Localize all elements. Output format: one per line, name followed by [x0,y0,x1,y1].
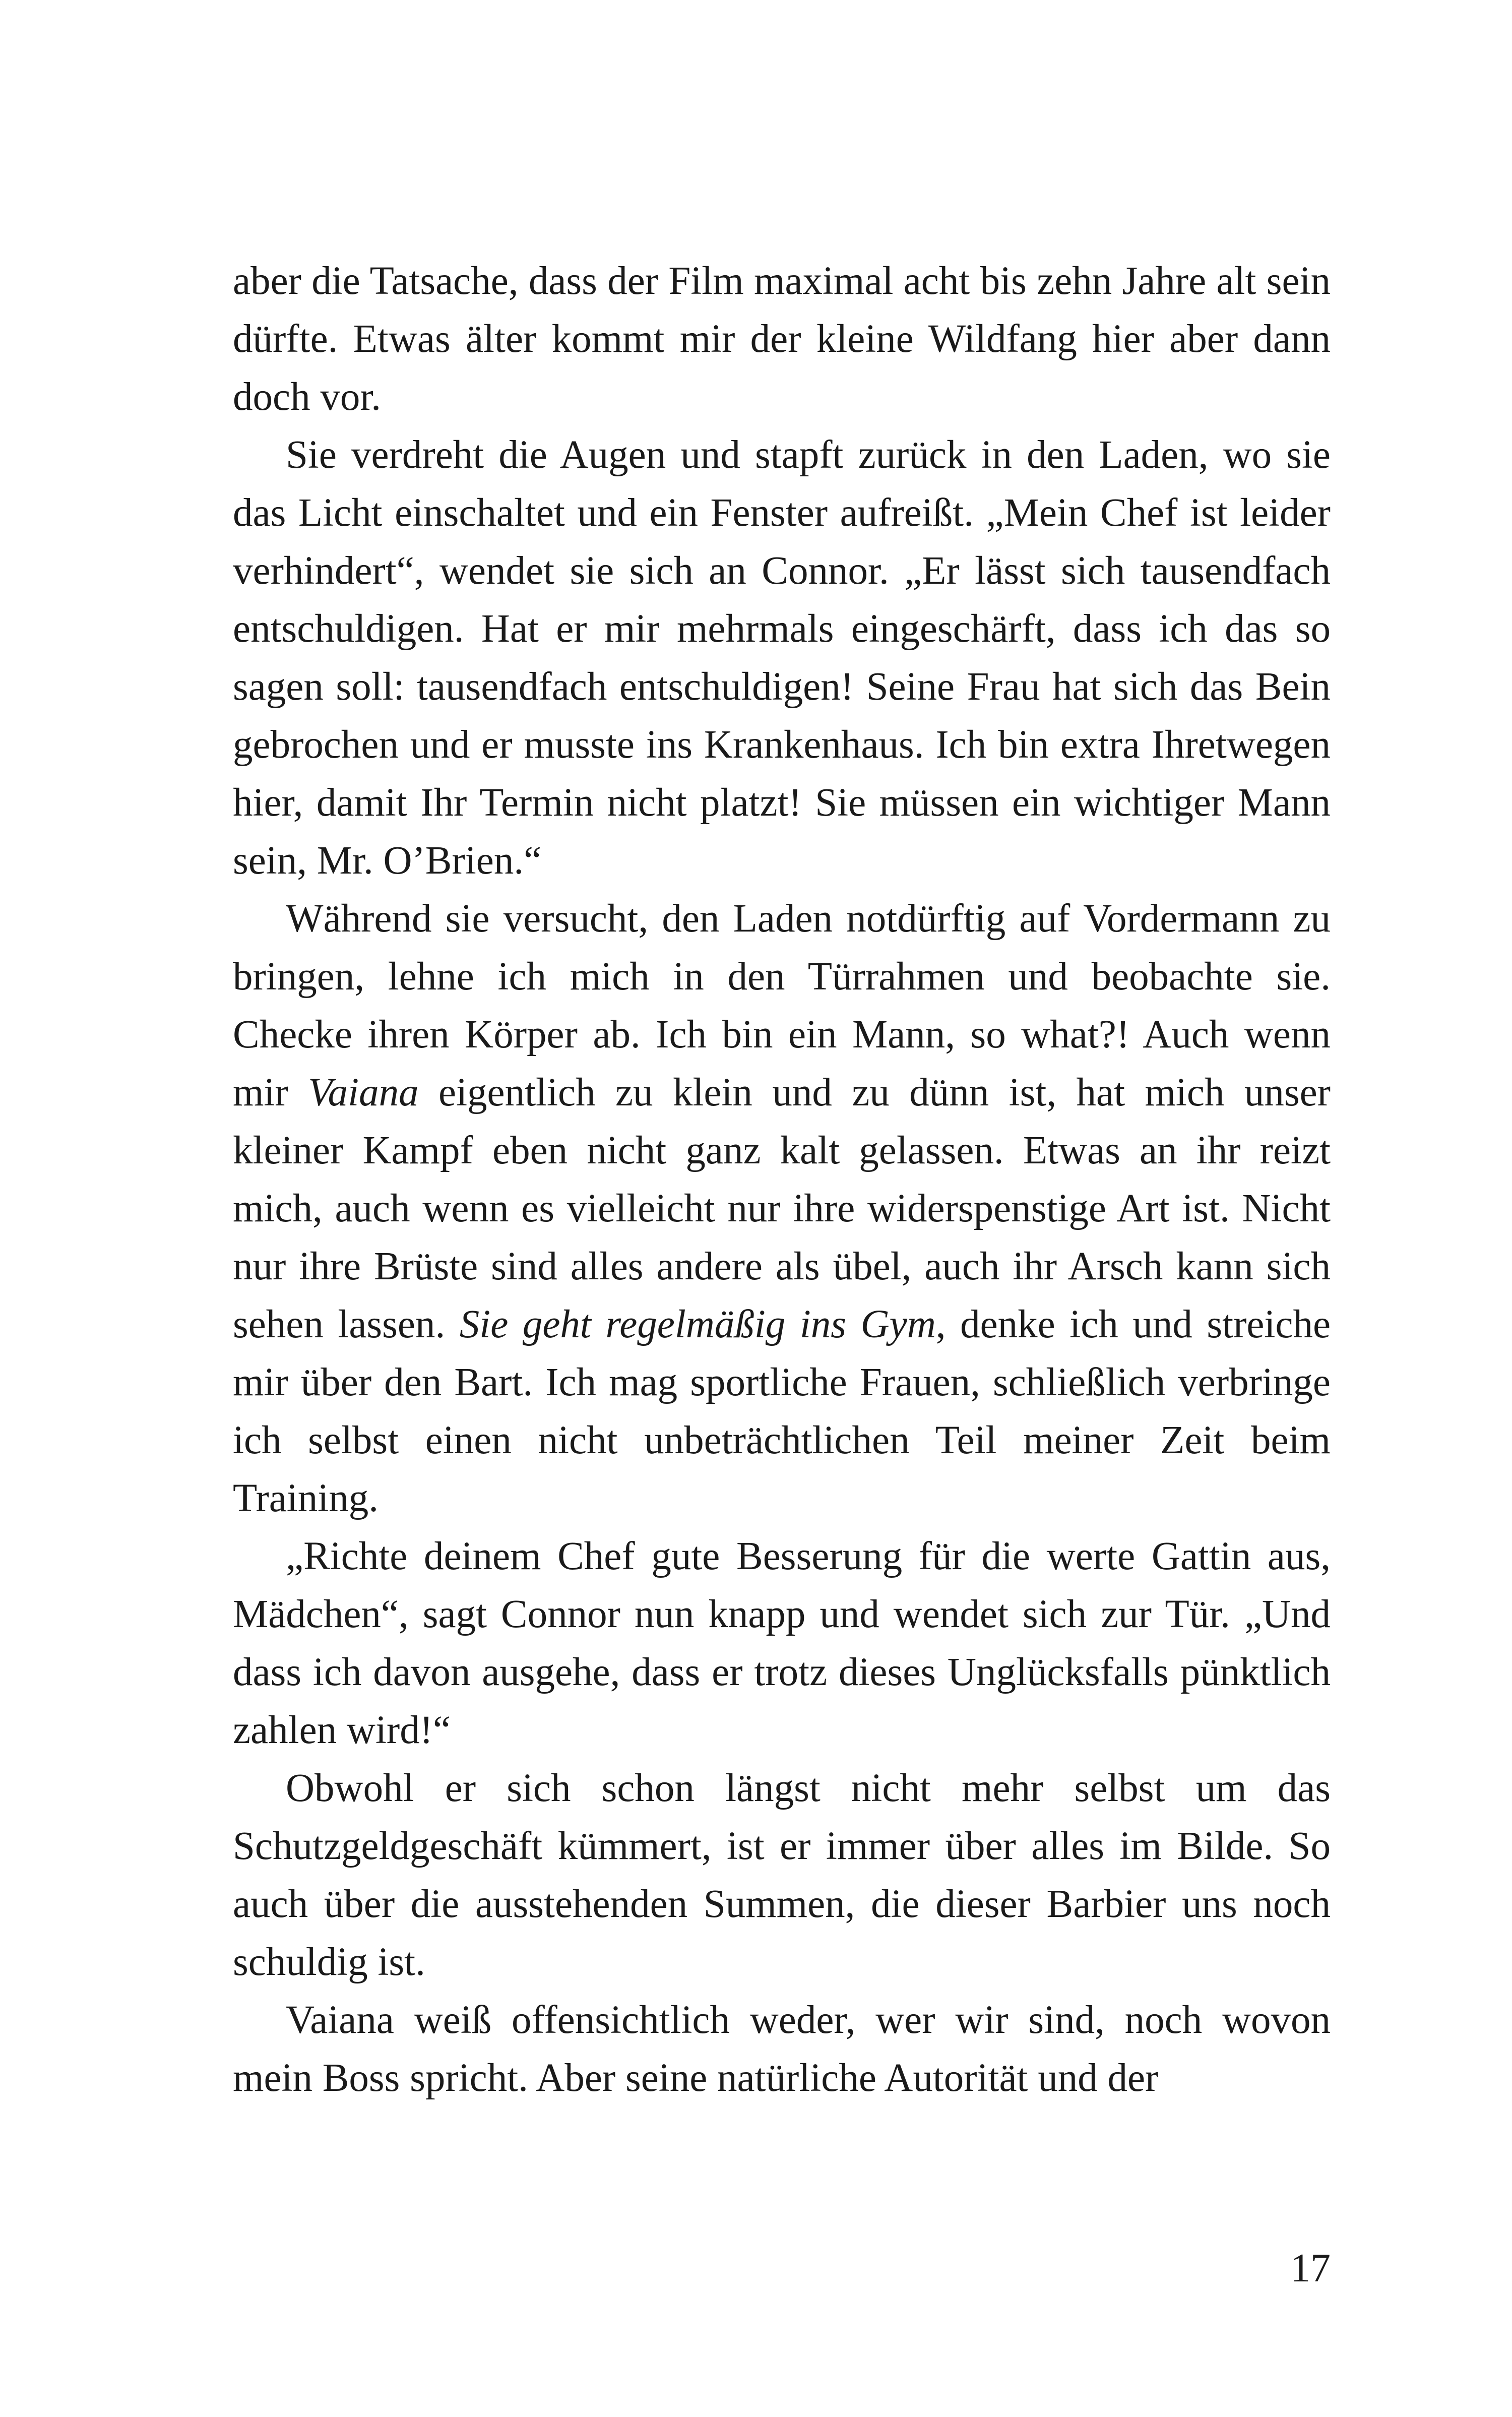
text-run: aber die Tatsache, dass der Film maximal acht bis zehn Jahre alt sein dürfte. Etwas älter kommt mir der kleine Wildfang hier aber dann doch vor. [233,259,1331,419]
text-run: Während sie versucht, den Laden notdürftig auf Vordermann zu bringen, lehne ich mich in den Türrahmen und beobachte sie. Checke ihren Körper ab. Ich bin ein Mann, so what?! Auch wenn mir [233,897,1331,1114]
text-run: Sie verdreht die Augen und stapft zurück in den Laden, wo sie das Licht einschaltet und ein Fenster aufreißt. „Mein Chef ist leider verhindert“, wendet sie sich an Connor. „Er lässt sich tausendfach entschuldigen. Hat er mir mehrmals eingeschärft, dass ich das so sagen soll: tausendfach entschuldigen! Seine Frau hat sich das Bein gebrochen und er musste ins Krankenhaus. Ich bin extra Ihretwegen hier, damit Ihr Termin nicht platzt! Sie müssen ein wichtiger Mann sein, Mr. O’Brien.“ [233,433,1331,883]
text-run: Obwohl er sich schon längst nicht mehr selbst um das Schutzgeldgeschäft kümmert, ist er immer über alles im Bilde. So auch über die ausstehenden Summen, die dieser Barbier uns noch schuldig ist. [233,1766,1331,1984]
text-run: „Richte deinem Chef gute Besserung für die werte Gattin aus, Mädchen“, sagt Connor nun knapp und wendet sich zur Tür. „Und dass ich davon ausgehe, dass er trotz dieses Unglücksfalls pünktlich zahlen wird!“ [233,1534,1331,1752]
paragraph-2 [233,426,1331,890]
paragraph-6 [233,1991,1331,2107]
paragraph-1 [233,252,1331,426]
paragraph-3 [233,890,1331,1527]
body-text [233,252,1331,2107]
italic-text: Sie geht regelmäßig ins Gym [459,1303,936,1346]
italic-text: Vaiana [308,1071,419,1114]
text-run: Vaiana weiß offensichtlich weder, wer wir sind, noch wovon mein Boss spricht. Aber seine natürliche Autorität und der [233,1998,1331,2100]
paragraph-4 [233,1527,1331,1759]
text-run: , denke ich und streiche mir über den Bart. Ich mag sportliche Frauen, schließlich verbringe ich selbst einen nicht unbeträchtlichen Teil meiner Zeit beim Training. [233,1303,1331,1520]
page-number: 17 [1290,2246,1331,2290]
paragraph-5 [233,1759,1331,1991]
text-run: eigentlich zu klein und zu dünn ist, hat mich unser kleiner Kampf eben nicht ganz kalt gelassen. Etwas an ihr reizt mich, auch wenn es vielleicht nur ihre widerspenstige Art ist. Nicht nur ihre Brüste sind alles andere als übel, auch ihr Arsch kann sich sehen lassen. [233,1071,1331,1346]
